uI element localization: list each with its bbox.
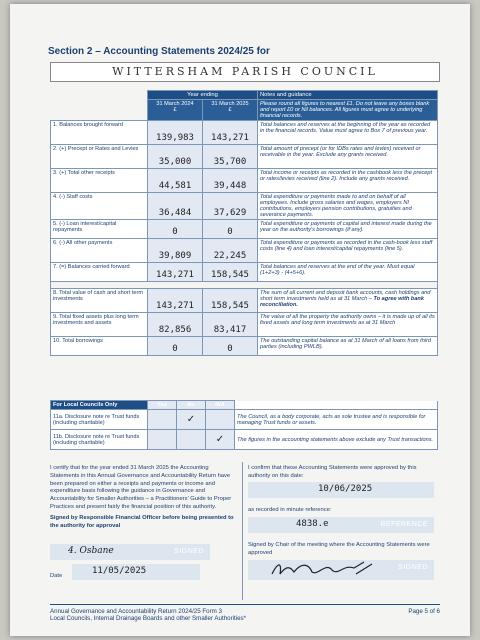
chair-text: Signed by Chair of the meeting where the Accounting Statements were approved [248,542,430,556]
table-row: 2. (+) Precept or Rates and Levies 35,000 35,700 Total amount of precept (or for IDBs rates and levies) received or receivable in the year. Exclude any grants received. [51,145,438,169]
checkbox-no-11a[interactable]: ✓ [177,410,206,430]
no-header: No [177,401,206,410]
value-2024: 143,271 [148,289,203,313]
year-ending-header: Year ending [148,91,258,100]
approval-date: 10/06/2025 [318,484,373,494]
council-name: WITTERSHAM PARISH COUNCIL [112,65,378,78]
document-page [10,4,470,636]
value-2025: 35,700 [203,145,258,169]
rfo-signature: 4. Osbane [68,546,114,556]
minute-ref: 4838.e [296,519,329,529]
approval-certificate: I confirm that these Accounting Statements were approved by this authority on this date: [248,465,417,479]
page-footer: Annual Governance and Accountability Return 2024/25 Form 3 Local Councils, Internal Drainage Boards and other Smaller Authorities* Page 5 of 6 [50,604,440,622]
notes-header: Notes and guidance [258,91,438,100]
chair-signature-icon [268,558,378,580]
approval-date-box [248,482,434,498]
value-2024: 139,983 [148,121,203,145]
value-2024: 143,271 [148,263,203,282]
rfo-certificate: I certify that for the year ended 31 March 2025 the Accounting Statements in this Annual Governance and Accountability Return have been prepared on either a receipts and payments or income and expenditure basis following the guidance in Governance and Accountability for Smaller Authorities – a Practitioners' Guide to Proper Practices and present fairly the financial position of this authority. Signed by Responsible Financial Officer before being presented to the authority for approval [50,465,234,529]
trust-heading: For Local Councils Only [51,401,148,410]
accounting-statements-table [50,90,438,356]
value-2025: 0 [203,220,258,239]
table-row: 1. Balances brought forward 139,983 143,271 Total balances and reserves at the beginning of the year as recorded in the financial records. Value must agree to Box 7 of previous year. [51,121,438,145]
value-2025: 158,545 [203,263,258,282]
certificate-divider [242,462,243,600]
value-2025: 0 [203,337,258,356]
table-row: 11a. Disclosure note re Trust funds (including charitable) ✓ The Council, as a body corporate, acts as sole trustee and is responsible for managing Trust funds or assets. [51,410,438,430]
value-2024: 82,856 [148,313,203,337]
rfo-date-box [72,564,200,580]
table-row: 6. (-) All other payments 39,809 22,245 Total expenditure or payments as recorded in the cash-book less staff costs (line 4) and loan interest/capital repayments (line 5). [51,239,438,263]
checkbox-yes-11a[interactable] [148,410,177,430]
col-2025-header: 31 March 2025 £ [203,100,258,121]
yes-header: Yes [148,401,177,410]
table-row: 11b. Disclosure note re Trust funds (including charitable) ✓ The figures in the accounting statements above exclude any Trust transactions. [51,430,438,450]
checkbox-yes-11b[interactable] [148,430,177,450]
col-2024-header: 31 March 2024 £ [148,100,203,121]
value-2024: 36,484 [148,193,203,220]
checkbox-na-11a[interactable] [206,410,235,430]
value-2024: 0 [148,337,203,356]
date-label: Date [50,573,63,579]
value-2025: 143,271 [203,121,258,145]
council-name-box [50,62,440,82]
table-row: 9. Total fixed assets plus long term investments and assets 82,856 83,417 The value of all the property the authority owns – it is made up of all its fixed assets and long term investments as at 31 March [51,313,438,337]
value-2025: 158,545 [203,289,258,313]
value-2024: 44,581 [148,169,203,193]
checkbox-no-11b[interactable] [177,430,206,450]
table-row: 4. (-) Staff costs 36,484 37,629 Total expenditure or payments made to and on behalf of all employees. Include gross salaries and wages, employers NI contributions, employers pension contributions, gratuities and severance payments. [51,193,438,220]
table-row: 8. Total value of cash and short term investments 143,271 158,545 The sum of all current and deposit bank accounts, cash holdings and short term investments held as at 31 March – To agree with bank reconciliation. [51,289,438,313]
value-2025: 39,448 [203,169,258,193]
rfo-signature-box: 4. Osbane SIGNED [50,544,210,560]
value-2024: 35,000 [148,145,203,169]
table-row: 3. (+) Total other receipts 44,581 39,448 Total income or receipts as recorded in the cashbook less the precept or rates/levies received (line 2). Include any grants received. [51,169,438,193]
value-2024: 39,809 [148,239,203,263]
value-2025: 37,629 [203,193,258,220]
checkbox-na-11b[interactable]: ✓ [206,430,235,450]
trust-funds-table [50,400,438,450]
minute-label: as recorded in minute reference: [248,507,332,513]
page-number: Page 5 of 6 [408,608,440,615]
table-row: 10. Total borrowings 0 0 The outstanding capital balance as at 31 March of all loans from third parties (including PWLB). [51,337,438,356]
guidance-note: Please round all figures to nearest £1. Do not leave any boxes blank and report £0 or Nil balances. All figures must agree to underlying financial records. [258,100,438,121]
value-2025: 22,245 [203,239,258,263]
minute-ref-box: 4838.e REFERENCE [248,517,434,533]
value-2024: 0 [148,220,203,239]
table-row: 5. (-) Loan interest/capital repayments 0 0 Total expenditure or payments of capital and interest made during the year on the authority's borrowings (if any). [51,220,438,239]
table-row: 7. (=) Balances carried forward 143,271 158,545 Total balances and reserves at the end of the year. Must equal (1+2+3) - (4+5+6). [51,263,438,282]
rfo-date: 11/05/2025 [92,566,147,576]
na-header: N/A [206,401,235,410]
chair-signature-box: SIGNED [248,560,434,580]
section-title: Section 2 – Accounting Statements 2024/25 for [48,46,270,57]
value-2025: 83,417 [203,313,258,337]
